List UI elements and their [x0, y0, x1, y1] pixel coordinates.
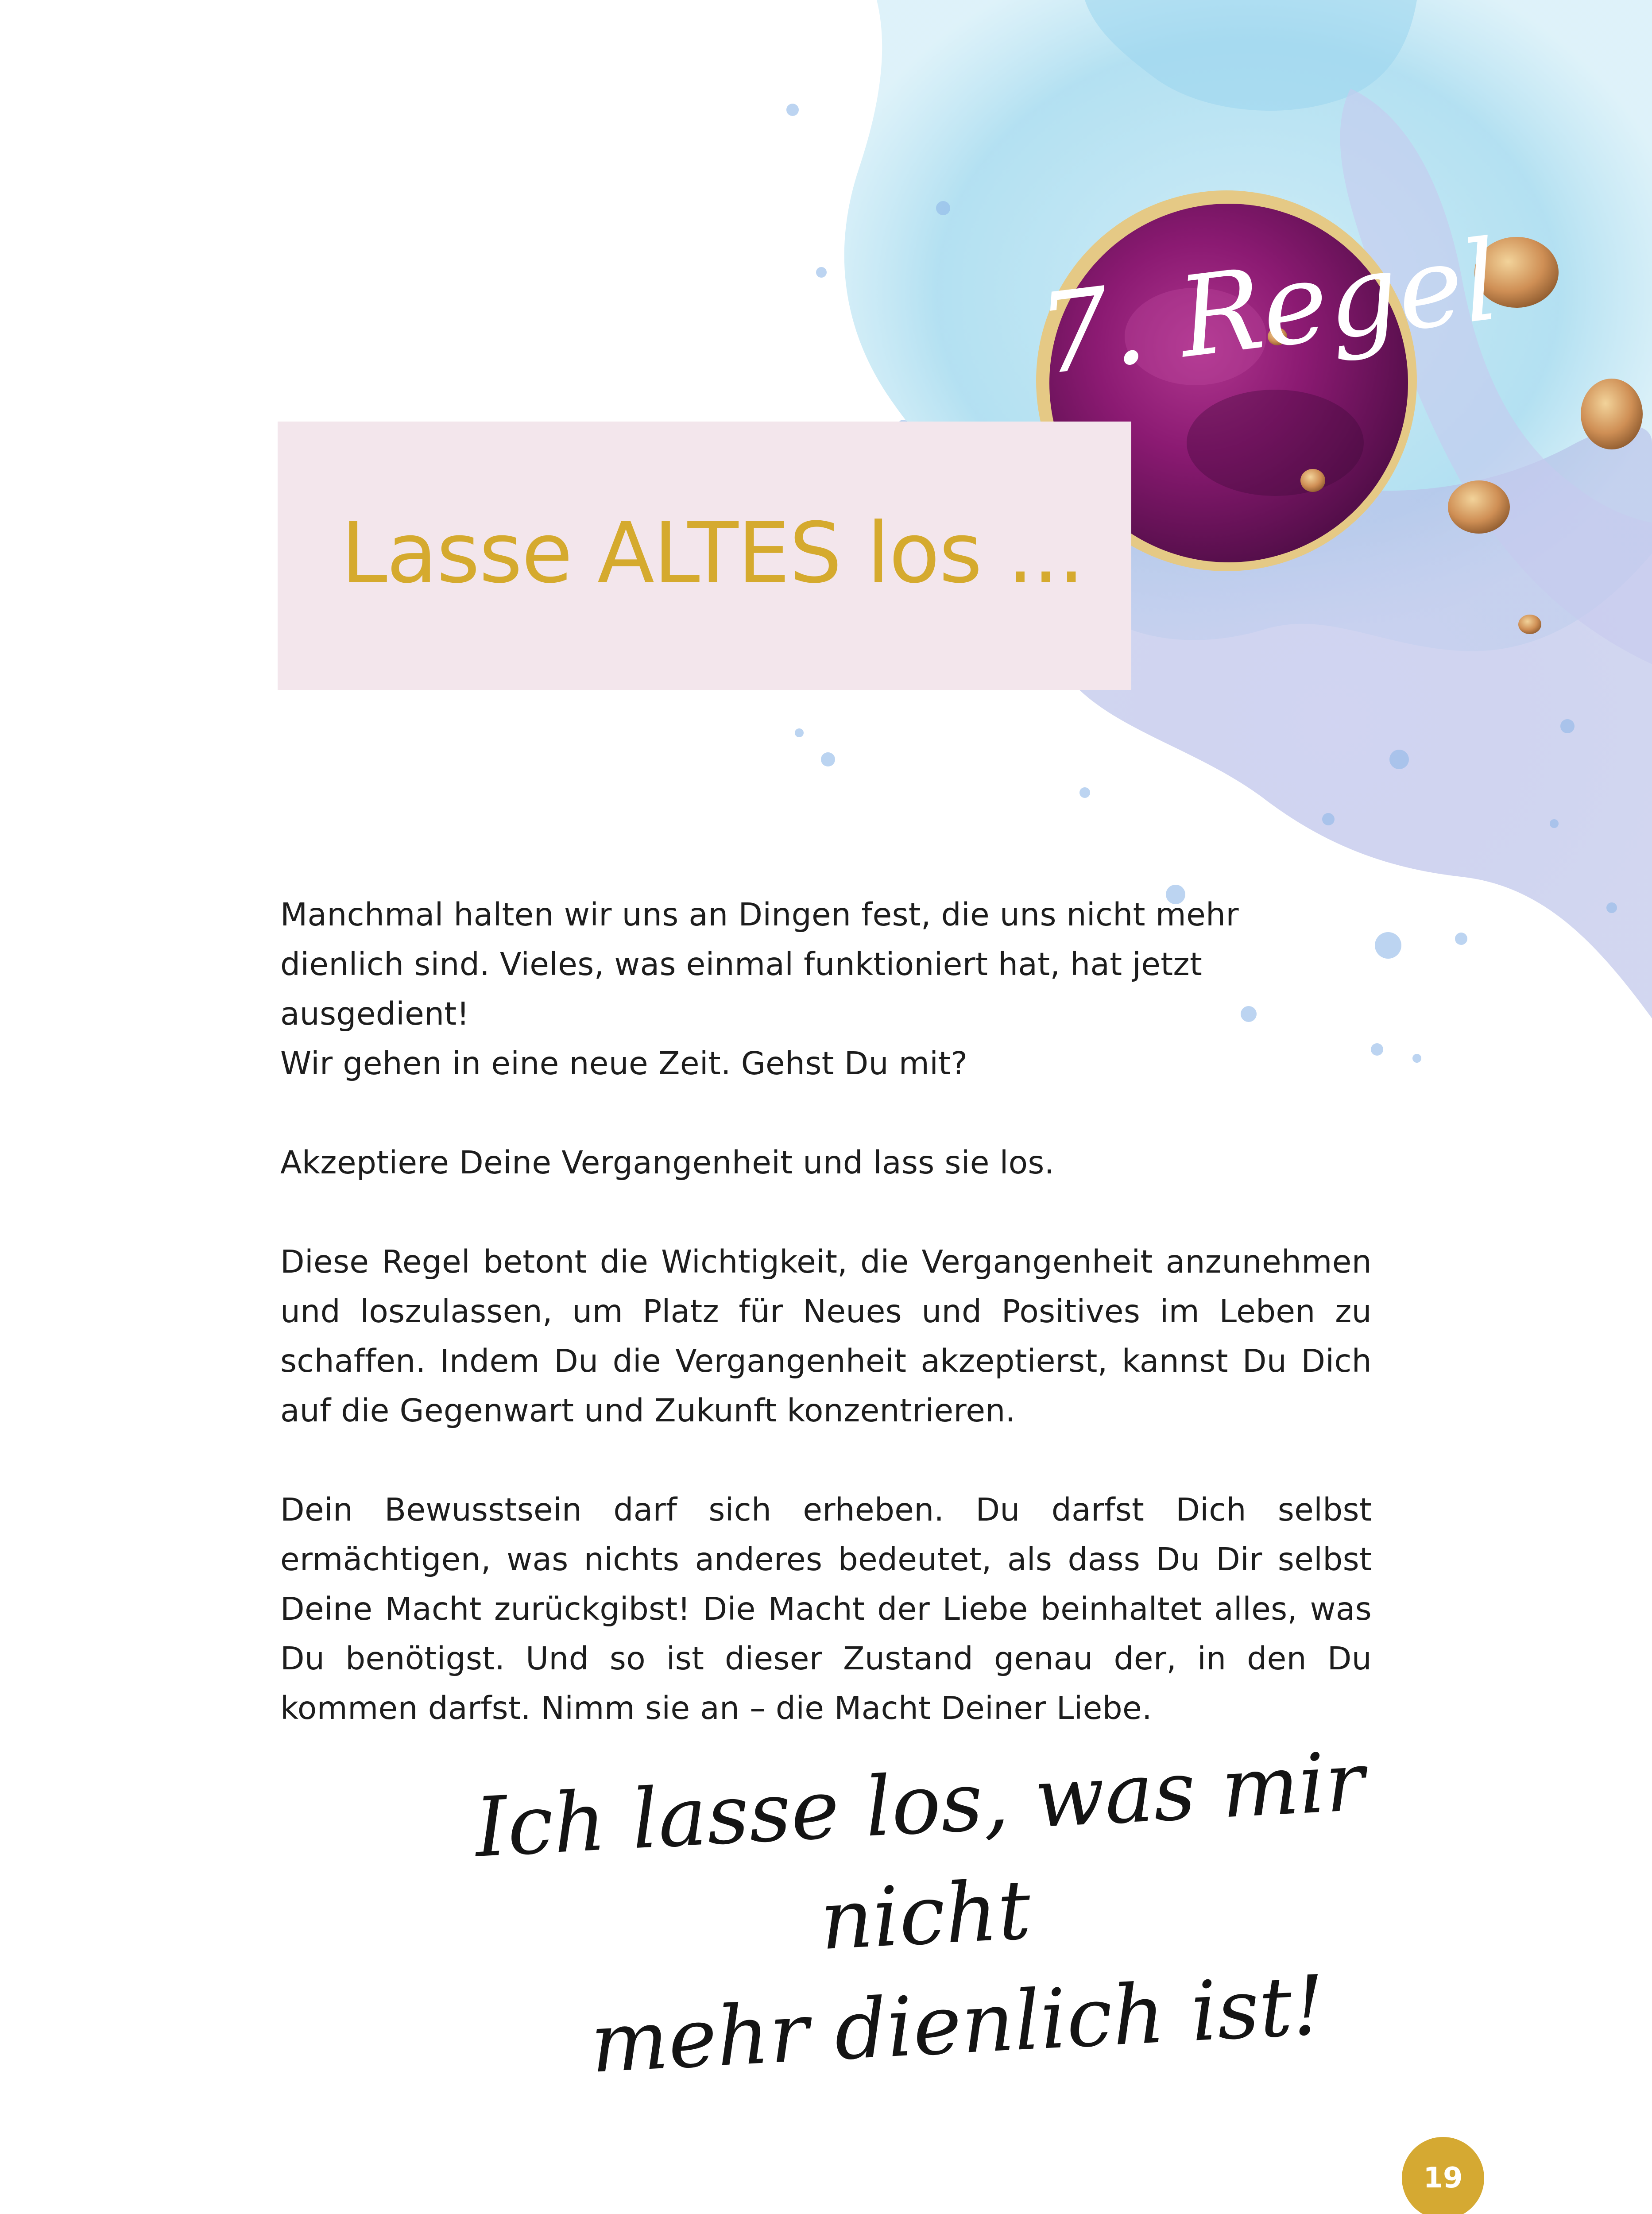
quote-line-1: Ich lasse los, was mir nicht [472, 1733, 1367, 1969]
body-text [280, 890, 1372, 1783]
quote-line-2: mehr dienlich ist! [588, 1957, 1327, 2091]
intro-line: Wir gehen in eine neue Zeit. Gehst Du mit? [280, 1045, 968, 1082]
chapter-label: 7. Regel [1032, 215, 1506, 400]
paragraph-2: Diese Regel betont die Wichtigkeit, die Vergangenheit anzunehmen und loszulassen, um Platz für Neues und Positives im Leben zu schaffen. Indem Du die Vergangenheit akzeptierst, kannst Du Dich auf die Gegenwart und Zukunft konzentrieren. [280, 1243, 1372, 1429]
statement-paragraph: Akzeptiere Deine Vergangenheit und lass sie los. [280, 1144, 1055, 1181]
page-number-badge [1402, 2137, 1484, 2214]
handwritten-quote [408, 1722, 1443, 2107]
page-number: 19 [1423, 2162, 1463, 2195]
chapter-title: Lasse ALTES los ... [341, 505, 1084, 602]
intro-line: Manchmal halten wir uns an Dingen fest, die uns nicht mehr dienlich sind. Vieles, was einmal funktioniert hat, hat jetzt ausgedient! [280, 896, 1239, 1032]
paragraph-3: Dein Bewusstsein darf sich erheben. Du darfst Dich selbst ermächtigen, was nichts anderes bedeutet, als dass Du Dir selbst Deine Macht zurückgibst! Die Macht der Liebe beinhaltet alles, was Du benötigst. Und so ist dieser Zustand genau der, in den Du kommen darfst. Nimm sie an – die Macht Deiner Liebe. [280, 1491, 1372, 1726]
intro-paragraph [280, 890, 1372, 1088]
